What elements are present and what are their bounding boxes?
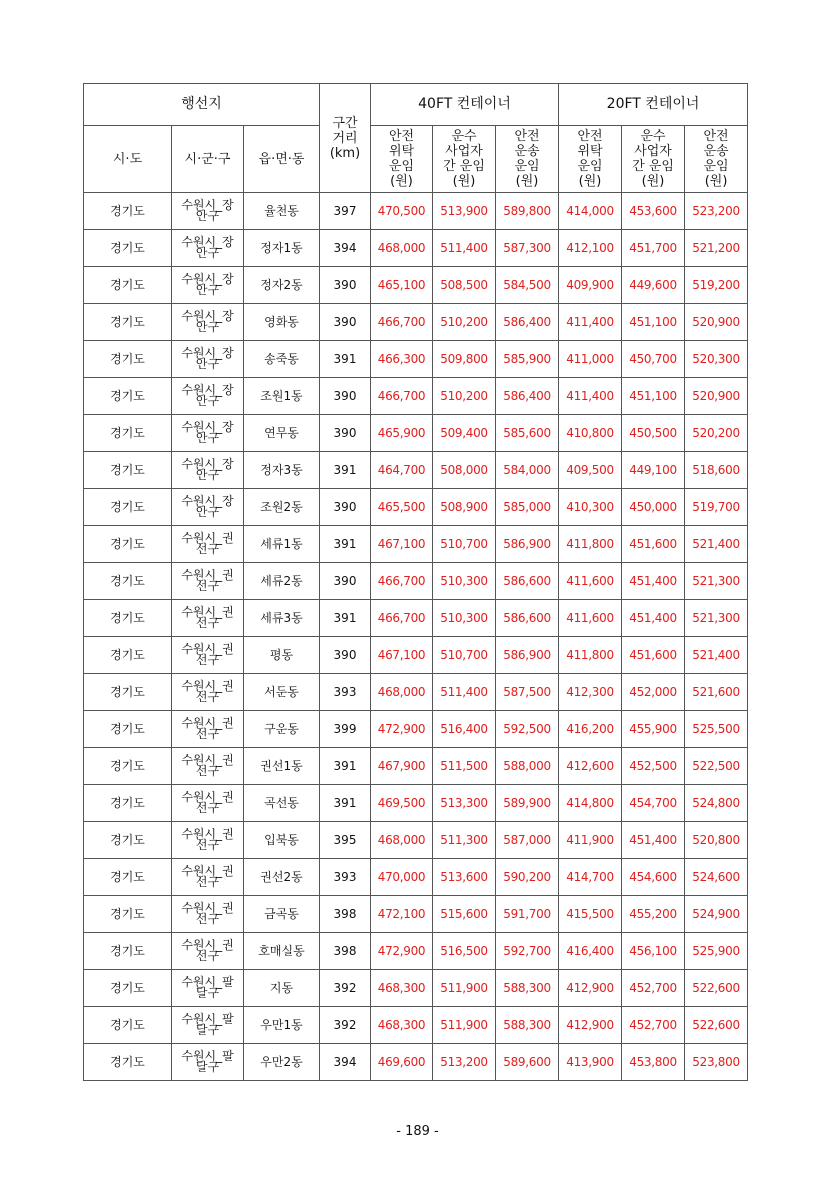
distance-cell: 390 xyxy=(320,637,371,674)
sido-cell: 경기도 xyxy=(84,341,172,378)
table-row xyxy=(84,933,748,970)
table-row xyxy=(84,267,748,304)
rate-cell: 411,800 xyxy=(559,637,622,674)
rate-cell: 412,300 xyxy=(559,674,622,711)
sido-cell: 경기도 xyxy=(84,1044,172,1081)
rate-cell: 413,900 xyxy=(559,1044,622,1081)
rate-cell: 586,900 xyxy=(496,526,559,563)
rate-cell: 510,200 xyxy=(433,378,496,415)
rate-cell: 456,100 xyxy=(622,933,685,970)
rate-cell: 515,600 xyxy=(433,896,496,933)
rate-cell: 510,200 xyxy=(433,304,496,341)
dong-cell: 송죽동 xyxy=(244,341,320,378)
rate-column-header: 안전 운송 운임 (원) xyxy=(496,126,559,193)
rate-cell: 516,500 xyxy=(433,933,496,970)
rate-cell: 520,200 xyxy=(685,415,748,452)
rate-cell: 525,500 xyxy=(685,711,748,748)
rate-cell: 586,600 xyxy=(496,563,559,600)
sido-cell: 경기도 xyxy=(84,748,172,785)
sido-cell: 경기도 xyxy=(84,563,172,600)
rate-cell: 469,600 xyxy=(371,1044,433,1081)
distance-cell: 391 xyxy=(320,341,371,378)
sido-cell: 경기도 xyxy=(84,896,172,933)
rate-cell: 521,400 xyxy=(685,637,748,674)
table-row xyxy=(84,748,748,785)
sigungu-cell: 수원시_권 선구 xyxy=(172,526,244,563)
rate-column-header: 안전 운송 운임 (원) xyxy=(685,126,748,193)
rate-cell: 524,600 xyxy=(685,859,748,896)
rate-cell: 524,900 xyxy=(685,896,748,933)
rate-cell: 522,500 xyxy=(685,748,748,785)
eupmyeon-header: 읍·면·동 xyxy=(244,126,320,193)
sido-cell: 경기도 xyxy=(84,711,172,748)
distance-cell: 394 xyxy=(320,230,371,267)
rate-cell: 521,300 xyxy=(685,563,748,600)
table-row xyxy=(84,785,748,822)
rate-cell: 455,200 xyxy=(622,896,685,933)
rate-cell: 513,900 xyxy=(433,193,496,230)
rate-cell: 451,400 xyxy=(622,563,685,600)
rate-cell: 451,600 xyxy=(622,637,685,674)
sigungu-cell: 수원시_팔 달구 xyxy=(172,1007,244,1044)
rate-cell: 412,600 xyxy=(559,748,622,785)
rate-cell: 510,300 xyxy=(433,600,496,637)
dong-cell: 권선2동 xyxy=(244,859,320,896)
sigungu-cell: 수원시_권 선구 xyxy=(172,674,244,711)
rate-cell: 511,400 xyxy=(433,230,496,267)
rate-cell: 411,900 xyxy=(559,822,622,859)
rate-cell: 452,500 xyxy=(622,748,685,785)
rate-cell: 510,700 xyxy=(433,526,496,563)
table-row xyxy=(84,230,748,267)
dong-cell: 율천동 xyxy=(244,193,320,230)
rate-cell: 513,200 xyxy=(433,1044,496,1081)
distance-cell: 391 xyxy=(320,748,371,785)
dong-cell: 우만1동 xyxy=(244,1007,320,1044)
rate-cell: 409,500 xyxy=(559,452,622,489)
table-row xyxy=(84,711,748,748)
sigungu-cell: 수원시_권 선구 xyxy=(172,933,244,970)
sido-cell: 경기도 xyxy=(84,785,172,822)
rate-cell: 468,000 xyxy=(371,822,433,859)
sido-cell: 경기도 xyxy=(84,267,172,304)
rate-cell: 520,900 xyxy=(685,378,748,415)
rate-cell: 466,700 xyxy=(371,378,433,415)
rate-cell: 587,500 xyxy=(496,674,559,711)
rate-cell: 449,100 xyxy=(622,452,685,489)
distance-cell: 391 xyxy=(320,785,371,822)
rate-cell: 508,900 xyxy=(433,489,496,526)
sido-cell: 경기도 xyxy=(84,193,172,230)
rate-cell: 589,900 xyxy=(496,785,559,822)
sido-cell: 경기도 xyxy=(84,970,172,1007)
rate-cell: 452,700 xyxy=(622,1007,685,1044)
sigungu-cell: 수원시_팔 달구 xyxy=(172,1044,244,1081)
dong-cell: 구운동 xyxy=(244,711,320,748)
table-row xyxy=(84,415,748,452)
rate-cell: 508,000 xyxy=(433,452,496,489)
sigungu-cell: 수원시_권 선구 xyxy=(172,563,244,600)
rate-cell: 588,300 xyxy=(496,1007,559,1044)
dong-cell: 정자2동 xyxy=(244,267,320,304)
sigungu-header: 시·군·구 xyxy=(172,126,244,193)
table-row xyxy=(84,193,748,230)
rate-cell: 511,900 xyxy=(433,970,496,1007)
rate-cell: 468,300 xyxy=(371,970,433,1007)
dong-cell: 금곡동 xyxy=(244,896,320,933)
distance-cell: 394 xyxy=(320,1044,371,1081)
dong-cell: 조원2동 xyxy=(244,489,320,526)
sigungu-cell: 수원시_장 안구 xyxy=(172,304,244,341)
rate-cell: 472,900 xyxy=(371,711,433,748)
rate-cell: 416,200 xyxy=(559,711,622,748)
sido-cell: 경기도 xyxy=(84,304,172,341)
rate-cell: 521,400 xyxy=(685,526,748,563)
rate-cell: 466,700 xyxy=(371,600,433,637)
distance-cell: 391 xyxy=(320,452,371,489)
rate-cell: 412,100 xyxy=(559,230,622,267)
rate-cell: 524,800 xyxy=(685,785,748,822)
distance-cell: 390 xyxy=(320,415,371,452)
rate-cell: 508,500 xyxy=(433,267,496,304)
sido-cell: 경기도 xyxy=(84,1007,172,1044)
rate-cell: 466,700 xyxy=(371,563,433,600)
sido-cell: 경기도 xyxy=(84,859,172,896)
sido-header: 시·도 xyxy=(84,126,172,193)
rate-cell: 465,100 xyxy=(371,267,433,304)
rate-cell: 414,800 xyxy=(559,785,622,822)
rate-cell: 472,900 xyxy=(371,933,433,970)
dong-cell: 정자1동 xyxy=(244,230,320,267)
rate-cell: 469,500 xyxy=(371,785,433,822)
rate-column-header: 운수 사업자 간 운임 (원) xyxy=(433,126,496,193)
rate-cell: 466,300 xyxy=(371,341,433,378)
rate-cell: 521,600 xyxy=(685,674,748,711)
rate-cell: 588,000 xyxy=(496,748,559,785)
rate-cell: 592,700 xyxy=(496,933,559,970)
rate-cell: 589,800 xyxy=(496,193,559,230)
rate-cell: 416,400 xyxy=(559,933,622,970)
rate-cell: 412,900 xyxy=(559,1007,622,1044)
rate-cell: 470,500 xyxy=(371,193,433,230)
table-row xyxy=(84,304,748,341)
sido-cell: 경기도 xyxy=(84,378,172,415)
dong-cell: 호매실동 xyxy=(244,933,320,970)
rate-cell: 414,000 xyxy=(559,193,622,230)
ft40-header: 40FT 컨테이너 xyxy=(371,84,559,126)
rate-cell: 584,500 xyxy=(496,267,559,304)
distance-cell: 392 xyxy=(320,1007,371,1044)
rate-cell: 584,000 xyxy=(496,452,559,489)
rate-cell: 519,700 xyxy=(685,489,748,526)
table-row xyxy=(84,896,748,933)
rate-cell: 509,400 xyxy=(433,415,496,452)
rate-cell: 511,400 xyxy=(433,674,496,711)
rate-cell: 411,600 xyxy=(559,600,622,637)
rate-cell: 468,300 xyxy=(371,1007,433,1044)
rate-cell: 451,100 xyxy=(622,304,685,341)
rate-column-header: 안전 위탁 운임 (원) xyxy=(559,126,622,193)
rate-cell: 511,900 xyxy=(433,1007,496,1044)
rate-cell: 449,600 xyxy=(622,267,685,304)
rate-cell: 591,700 xyxy=(496,896,559,933)
distance-cell: 393 xyxy=(320,674,371,711)
rate-cell: 414,700 xyxy=(559,859,622,896)
rate-cell: 523,800 xyxy=(685,1044,748,1081)
table-row xyxy=(84,600,748,637)
rate-cell: 511,300 xyxy=(433,822,496,859)
rate-cell: 510,700 xyxy=(433,637,496,674)
table-row xyxy=(84,637,748,674)
rate-cell: 453,600 xyxy=(622,193,685,230)
sido-cell: 경기도 xyxy=(84,452,172,489)
rate-cell: 450,000 xyxy=(622,489,685,526)
sido-cell: 경기도 xyxy=(84,600,172,637)
dong-cell: 영화동 xyxy=(244,304,320,341)
rate-cell: 464,700 xyxy=(371,452,433,489)
rate-cell: 452,000 xyxy=(622,674,685,711)
sigungu-cell: 수원시_장 안구 xyxy=(172,193,244,230)
distance-cell: 395 xyxy=(320,822,371,859)
sigungu-cell: 수원시_장 안구 xyxy=(172,230,244,267)
distance-cell: 390 xyxy=(320,378,371,415)
rate-cell: 588,300 xyxy=(496,970,559,1007)
rate-cell: 455,900 xyxy=(622,711,685,748)
sigungu-cell: 수원시_장 안구 xyxy=(172,341,244,378)
rate-cell: 468,000 xyxy=(371,674,433,711)
table-row xyxy=(84,1044,748,1081)
dong-cell: 평동 xyxy=(244,637,320,674)
table-row xyxy=(84,674,748,711)
rate-cell: 410,300 xyxy=(559,489,622,526)
rate-cell: 520,900 xyxy=(685,304,748,341)
distance-cell: 391 xyxy=(320,526,371,563)
rate-cell: 587,300 xyxy=(496,230,559,267)
table-row xyxy=(84,563,748,600)
rate-cell: 411,000 xyxy=(559,341,622,378)
distance-cell: 390 xyxy=(320,304,371,341)
sigungu-cell: 수원시_권 선구 xyxy=(172,637,244,674)
distance-cell: 390 xyxy=(320,563,371,600)
rate-cell: 520,800 xyxy=(685,822,748,859)
sigungu-cell: 수원시_장 안구 xyxy=(172,452,244,489)
rate-cell: 513,600 xyxy=(433,859,496,896)
sigungu-cell: 수원시_권 선구 xyxy=(172,600,244,637)
sido-cell: 경기도 xyxy=(84,674,172,711)
sido-cell: 경기도 xyxy=(84,489,172,526)
region-header: 행선지 xyxy=(84,84,320,126)
rate-cell: 470,000 xyxy=(371,859,433,896)
distance-cell: 392 xyxy=(320,970,371,1007)
distance-cell: 391 xyxy=(320,600,371,637)
rate-cell: 467,100 xyxy=(371,637,433,674)
rate-cell: 523,200 xyxy=(685,193,748,230)
distance-cell: 397 xyxy=(320,193,371,230)
rate-cell: 587,000 xyxy=(496,822,559,859)
sigungu-cell: 수원시_팔 달구 xyxy=(172,970,244,1007)
ft20-header: 20FT 컨테이너 xyxy=(559,84,748,126)
table-row xyxy=(84,970,748,1007)
sigungu-cell: 수원시_장 안구 xyxy=(172,267,244,304)
rate-cell: 410,800 xyxy=(559,415,622,452)
rate-cell: 592,500 xyxy=(496,711,559,748)
rate-cell: 520,300 xyxy=(685,341,748,378)
sigungu-cell: 수원시_권 선구 xyxy=(172,785,244,822)
sido-cell: 경기도 xyxy=(84,526,172,563)
dong-cell: 조원1동 xyxy=(244,378,320,415)
sido-cell: 경기도 xyxy=(84,637,172,674)
sido-cell: 경기도 xyxy=(84,822,172,859)
rate-cell: 454,700 xyxy=(622,785,685,822)
dong-cell: 곡선동 xyxy=(244,785,320,822)
distance-cell: 393 xyxy=(320,859,371,896)
dong-cell: 입북동 xyxy=(244,822,320,859)
dong-cell: 세류1동 xyxy=(244,526,320,563)
table-row xyxy=(84,378,748,415)
rate-cell: 452,700 xyxy=(622,970,685,1007)
rate-cell: 522,600 xyxy=(685,1007,748,1044)
rate-cell: 509,800 xyxy=(433,341,496,378)
rate-cell: 472,100 xyxy=(371,896,433,933)
rate-cell: 451,400 xyxy=(622,822,685,859)
rate-cell: 465,500 xyxy=(371,489,433,526)
rate-cell: 586,900 xyxy=(496,637,559,674)
table-row xyxy=(84,341,748,378)
rate-cell: 586,400 xyxy=(496,378,559,415)
rate-cell: 411,400 xyxy=(559,304,622,341)
page-number: - 189 - xyxy=(396,1124,439,1139)
table-row xyxy=(84,489,748,526)
distance-cell: 398 xyxy=(320,933,371,970)
rate-cell: 453,800 xyxy=(622,1044,685,1081)
rate-cell: 516,400 xyxy=(433,711,496,748)
rate-cell: 451,100 xyxy=(622,378,685,415)
rate-cell: 586,400 xyxy=(496,304,559,341)
dong-cell: 권선1동 xyxy=(244,748,320,785)
rate-cell: 510,300 xyxy=(433,563,496,600)
rate-cell: 415,500 xyxy=(559,896,622,933)
dong-cell: 우만2동 xyxy=(244,1044,320,1081)
rate-cell: 467,900 xyxy=(371,748,433,785)
rate-cell: 585,900 xyxy=(496,341,559,378)
freight-rate-table xyxy=(83,83,748,1081)
rate-cell: 468,000 xyxy=(371,230,433,267)
table-row xyxy=(84,1007,748,1044)
sido-cell: 경기도 xyxy=(84,415,172,452)
dong-cell: 서둔동 xyxy=(244,674,320,711)
distance-header: 구간 거리 (km) xyxy=(320,84,371,193)
sigungu-cell: 수원시_권 선구 xyxy=(172,896,244,933)
sigungu-cell: 수원시_장 안구 xyxy=(172,378,244,415)
rate-cell: 466,700 xyxy=(371,304,433,341)
table-row xyxy=(84,526,748,563)
dong-cell: 세류3동 xyxy=(244,600,320,637)
distance-cell: 399 xyxy=(320,711,371,748)
rate-cell: 454,600 xyxy=(622,859,685,896)
sigungu-cell: 수원시_권 선구 xyxy=(172,748,244,785)
sigungu-cell: 수원시_권 선구 xyxy=(172,859,244,896)
table-row xyxy=(84,452,748,489)
table-row xyxy=(84,822,748,859)
rate-cell: 521,300 xyxy=(685,600,748,637)
distance-cell: 390 xyxy=(320,267,371,304)
rate-cell: 585,600 xyxy=(496,415,559,452)
rate-cell: 409,900 xyxy=(559,267,622,304)
distance-cell: 390 xyxy=(320,489,371,526)
rate-cell: 513,300 xyxy=(433,785,496,822)
rate-cell: 521,200 xyxy=(685,230,748,267)
rate-cell: 511,500 xyxy=(433,748,496,785)
rate-cell: 589,600 xyxy=(496,1044,559,1081)
rate-cell: 518,600 xyxy=(685,452,748,489)
rate-cell: 525,900 xyxy=(685,933,748,970)
rate-cell: 451,600 xyxy=(622,526,685,563)
table-body xyxy=(84,193,748,1081)
table-row xyxy=(84,859,748,896)
rate-cell: 450,500 xyxy=(622,415,685,452)
sido-cell: 경기도 xyxy=(84,933,172,970)
rate-cell: 467,100 xyxy=(371,526,433,563)
rate-cell: 450,700 xyxy=(622,341,685,378)
sido-cell: 경기도 xyxy=(84,230,172,267)
rate-cell: 451,400 xyxy=(622,600,685,637)
rate-cell: 519,200 xyxy=(685,267,748,304)
rate-cell: 522,600 xyxy=(685,970,748,1007)
dong-cell: 세류2동 xyxy=(244,563,320,600)
rate-column-header: 안전 위탁 운임 (원) xyxy=(371,126,433,193)
rate-cell: 411,400 xyxy=(559,378,622,415)
sigungu-cell: 수원시_권 선구 xyxy=(172,711,244,748)
rate-column-header: 운수 사업자 간 운임 (원) xyxy=(622,126,685,193)
rate-cell: 465,900 xyxy=(371,415,433,452)
rate-cell: 586,600 xyxy=(496,600,559,637)
sigungu-cell: 수원시_권 선구 xyxy=(172,822,244,859)
rate-cell: 412,900 xyxy=(559,970,622,1007)
rate-cell: 411,800 xyxy=(559,526,622,563)
sigungu-cell: 수원시_장 안구 xyxy=(172,415,244,452)
sigungu-cell: 수원시_장 안구 xyxy=(172,489,244,526)
dong-cell: 정자3동 xyxy=(244,452,320,489)
rate-cell: 451,700 xyxy=(622,230,685,267)
dong-cell: 지동 xyxy=(244,970,320,1007)
rate-cell: 411,600 xyxy=(559,563,622,600)
rate-cell: 590,200 xyxy=(496,859,559,896)
distance-cell: 398 xyxy=(320,896,371,933)
rate-cell: 585,000 xyxy=(496,489,559,526)
dong-cell: 연무동 xyxy=(244,415,320,452)
